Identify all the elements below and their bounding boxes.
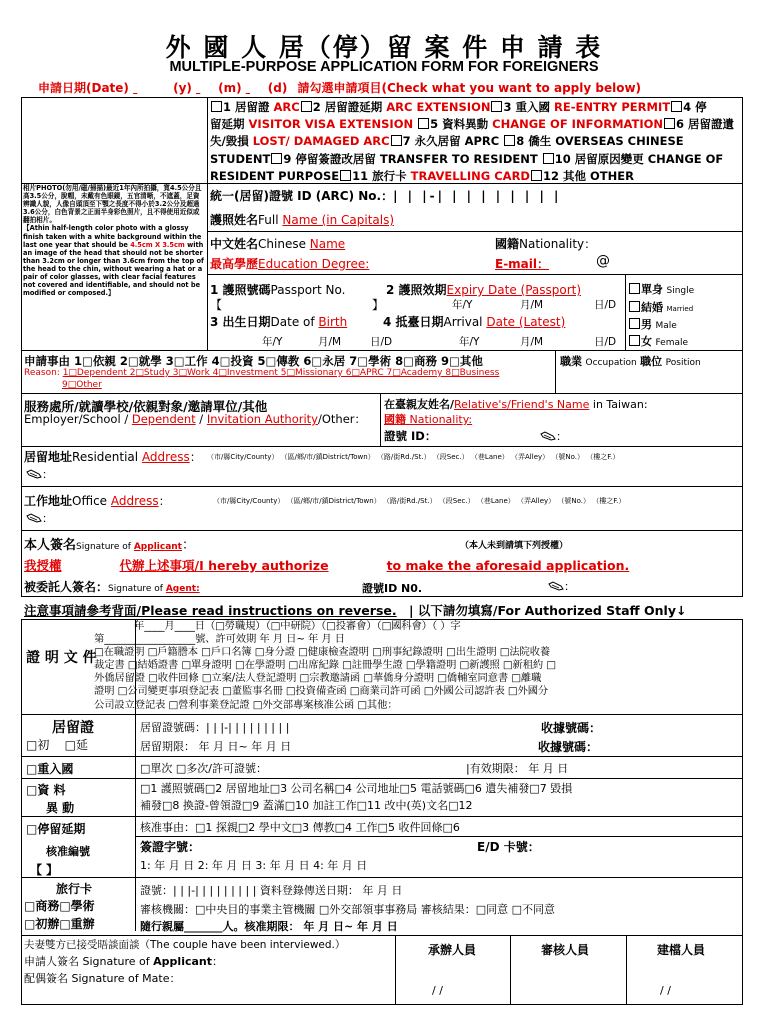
chinese-name-zh: 中文姓名 (210, 237, 259, 251)
relative-row (384, 396, 648, 412)
visa-no[interactable]: 簽證字號： (140, 840, 201, 854)
apply-overseas: 8 僑生 OVERSEAS CHINESE (516, 134, 684, 149)
apply-travel-card-zh: 11 旅行卡 (352, 168, 407, 183)
relative-id: 證號 ID： (384, 429, 437, 443)
apply-purpose-change: 10 居留原因變更 CHANGE OF (554, 151, 724, 166)
staff-dc-line2[interactable]: 補發□8 換證-曾領證□9 蓋滿□10 加註工作□11 改中(英)文名□12 (140, 799, 473, 812)
cert-label: 證 明 文 件 (26, 650, 97, 666)
passport-name-row (210, 211, 394, 228)
agent-sig-zh: 被委託人簽名： (24, 580, 109, 594)
date-d: (d) (267, 81, 288, 95)
apply-aprc-checkbox[interactable] (391, 135, 402, 146)
notice-left: 注意事項請參考背面/Please read instructions on reverse. (24, 603, 397, 618)
agent-sig-en: Agent: (165, 584, 200, 594)
employer-en-row (24, 411, 366, 427)
arrival-en-pre: Arrival (443, 315, 487, 329)
handler: 承辦人員 (428, 943, 477, 957)
employer-en-c: /Other： (317, 412, 367, 426)
res-address-parts[interactable]: （市/縣City/County） （區/鄉/市/鎮District/Town） （路/街Rd./St.） （段Sec.） （巷Lane） （弄Alley） （號No.） （樓之F.） (207, 453, 620, 461)
relative-zh: 在臺親友姓名/ (384, 398, 455, 411)
apply-arc-en: ARC (273, 100, 300, 114)
photo-size: 4.5cm X 3.5cm (130, 240, 185, 249)
apply-reentry-zh: 3 重入國 (503, 100, 550, 114)
photo-instructions (23, 184, 206, 348)
date-year-field[interactable] (133, 81, 173, 95)
education-row (210, 255, 369, 272)
res-address-label (24, 448, 202, 465)
birth-y: 年/Y (262, 336, 283, 348)
apply-items-block (210, 99, 740, 185)
apply-other-checkbox[interactable] (531, 170, 542, 181)
arc-no-label: 統一(居留)證號 ID (ARC) No.： (210, 189, 394, 203)
apply-overseas-checkbox[interactable] (504, 135, 515, 146)
date-month-field[interactable] (196, 81, 218, 95)
passport-no-row (210, 281, 345, 298)
auth-c: to make the aforesaid application. (386, 558, 630, 573)
apply-arc-ext-en: ARC EXTENSION (386, 100, 491, 114)
apply-info-change-zh: 5 資料異動 (430, 117, 489, 132)
apply-info-change-checkbox[interactable] (418, 118, 429, 129)
res-address-en-pre: Residential (72, 450, 142, 464)
apply-aprc: 7 永久居留 APRC (402, 134, 500, 149)
footer-app-sig (24, 953, 223, 969)
photo-text-en2: with an image of the head that should not be shorter than 3.2cm or longer than 3.6cm from the top of the head to the chin, without wearing a hat or a pair of color glasses, with clear facial features not covered and identifiable, and should not be modified or composed.】 (23, 240, 204, 298)
staff-arc-ext[interactable]: □延 (64, 738, 88, 752)
relative-en: Relative's/Friend's Name (454, 398, 590, 411)
staff-data-change-b: 異 動 (46, 801, 75, 815)
res-address-zh: 居留地址 (24, 450, 73, 464)
agent-signature-row (24, 578, 200, 595)
arc-no-cells[interactable]: | | |-| | | | | | | | | (393, 189, 562, 203)
staff-data-change-a[interactable]: □資 料 (26, 783, 66, 797)
ve-dates[interactable]: 1: 年 月 日 2: 年 月 日 3: 年 月 日 4: 年 月 日 (140, 859, 368, 872)
tc-id[interactable]: 證號：| | |-| | | | | | | | | 資料登錄傳送日期： 年 月 日 (140, 884, 403, 897)
staff-ve-line[interactable]: 核准事由：□1 探親□2 學中文□3 傳教□4 工作□5 收件回條□6 (140, 821, 460, 834)
off-address-parts[interactable]: （市/縣City/County） （區/鄉/市/鎮District/Town） （路/街Rd./St.） （段Sec.） （巷Lane） （弄Alley） （號No.） （樓之F.） (213, 497, 626, 505)
apply-arc-ext-checkbox[interactable] (301, 101, 312, 112)
apply-lost-zh: 6 居留證遺 (676, 117, 735, 132)
staff-arc-no[interactable]: 居留證號碼：| | |-| | | | | | | | | (140, 721, 290, 734)
occupation-zh: 職業 (560, 355, 582, 368)
email-at: @ (596, 253, 610, 269)
apply-lost-zh2: 失/毀損 (210, 134, 249, 149)
phone-icon (548, 581, 564, 591)
education-en: Education Degree: (258, 257, 370, 271)
tc-agency[interactable]: 審核機關：□中央目的事業主管機關 □外交部領事事務局 審核結果：□同意 □不同意 (140, 903, 556, 916)
apply-reentry-en: RE-ENTRY PERMIT (554, 100, 671, 114)
position-en: Position (665, 358, 701, 368)
passport-name-en-pre: Full (258, 213, 283, 227)
footer-app-sig-colon: ： (212, 955, 224, 968)
arrival-d: 日/D (594, 336, 617, 348)
tc-a[interactable]: □商務□學術 (24, 899, 95, 913)
arrival-m: 月/M (520, 336, 544, 348)
arrival-y: 年/Y (459, 336, 480, 348)
employer-en-dependent: Dependent (131, 412, 196, 426)
authorization-row (24, 556, 629, 574)
married-zh: 結婚 (641, 301, 663, 314)
phone-icon (26, 513, 42, 523)
apply-arc-ext-zh: 2 居留證延期 (312, 100, 383, 114)
receipt-no-1: 收據號碼： (541, 721, 602, 735)
apply-info-change-en: CHANGE OF INFORMATION (492, 117, 664, 132)
birth-d: 日/D (370, 336, 393, 348)
single-zh: 單身 (641, 283, 663, 296)
expiry-d: 日/D (594, 299, 617, 311)
auth-note: （本人未到請填下列授權） (460, 541, 569, 551)
cert-lines (94, 620, 742, 712)
agent-sig-en-pre: Signature of (108, 584, 166, 594)
applicant-sig-en: Applicant (133, 542, 182, 552)
auth-agent-field[interactable] (329, 558, 387, 573)
handler-date[interactable]: / / (432, 984, 443, 997)
date-m: (m) (218, 81, 242, 95)
cert-line-7[interactable]: 公司設立登記表 □營利事業登記證 □外交部專案核准公函 □其他： (94, 698, 398, 711)
apply-student: STUDENT (210, 151, 271, 166)
staff-arc-title: 居留證 (52, 720, 94, 736)
apply-visit-ext-zh: 4 停 (683, 100, 707, 114)
date-y: (y) (173, 81, 192, 95)
cert-line-2[interactable]: 第__________________號、許可效期 年 月 日~ 年 月 日 (94, 633, 345, 646)
apply-resident-purpose: RESIDENT PURPOSE (210, 168, 340, 183)
arc-no-row (210, 187, 561, 204)
staff-arc-period[interactable]: 居留期限： 年 月 日~ 年 月 日 (140, 740, 292, 753)
apply-arc-zh: 1 居留證 (223, 100, 270, 114)
reason-en-pre: Reason: (24, 368, 63, 378)
tc-title: 旅行卡 (56, 882, 93, 896)
apply-visit-ext-en: VISITOR VISA EXTENSION (248, 117, 414, 132)
reason-label: 申請事由 (24, 354, 70, 368)
employer-en-a: Employer/School / (24, 412, 132, 426)
married-option[interactable] (628, 299, 693, 315)
off-phone: ： (26, 510, 53, 526)
female-zh: 女 (641, 335, 652, 348)
chinese-name-en-pre: Chinese (258, 237, 310, 251)
apply-lost-checkbox[interactable] (664, 118, 675, 129)
off-address-en-pre: Office (72, 494, 111, 508)
nationality-row (495, 235, 596, 252)
photo-text-en1: 【Athin half-length color photo with a glossy finish taken with a white background within the last one year that should be (23, 224, 202, 249)
education-zh: 最高學歷 (210, 257, 259, 271)
apply-transfer: 9 停留簽證改居留 TRANSFER TO RESIDENT (283, 151, 538, 166)
interview-note: 夫妻雙方已接受晤談面談（The couple have been interviewed.） (24, 939, 346, 951)
cert-line-4[interactable]: 裁定書 □結婚證書 □單身證明 □在學證明 □出席紀錄 □註冊學生證 □學籍證明 □新護照 □新租約 □ (94, 659, 556, 672)
relative-nat-en: Nationality: (406, 413, 473, 426)
reason-items-zh[interactable]: 1□依親 2□就學 3□工作 4□投資 5□傳教 6□永居 7□學術 8□商務 9□其他 (74, 354, 483, 368)
reason-en-row (24, 368, 499, 378)
expiry-zh: 2 護照效期 (386, 283, 447, 297)
passport-bracket-l: 【 (210, 298, 223, 312)
chinese-name-row (210, 235, 345, 252)
male-en: Male (655, 321, 677, 331)
cert-line-1[interactable]: 年____月____日（□勞職規）（□中研院）（□投審會）（□國科會）（ ）字 (134, 620, 461, 632)
birth-en-pre: Date of (270, 315, 319, 329)
reason-other-en[interactable]: 9□Other (62, 380, 102, 390)
apply-travel-card-checkbox[interactable] (340, 170, 351, 181)
apply-travel-card-en: TRAVELLING CARD (410, 168, 530, 183)
phone-icon (26, 469, 42, 479)
cert-line-6[interactable]: 證明 □公司變更事項登記表 □董監事名冊 □投資備查函 □商業司許可函 □外國公司認許表 □外國分 (94, 685, 549, 698)
passport-no-zh: 1 護照號碼 (210, 283, 271, 297)
filer: 建檔人員 (657, 943, 706, 957)
date-line (38, 79, 641, 96)
occupation-row (560, 353, 701, 369)
footer-app-sig-en: Applicant (153, 955, 213, 968)
birth-m: 月/M (318, 336, 342, 348)
apply-visit-ext-checkbox[interactable] (671, 101, 682, 112)
female-option[interactable] (628, 333, 688, 349)
off-address-label (24, 492, 171, 509)
staff-arc-type[interactable] (26, 736, 88, 753)
approval-bracket[interactable]: 【 】 (30, 863, 59, 877)
apply-purpose-change-checkbox[interactable] (543, 153, 554, 164)
ed-card[interactable]: E/D 卡號： (477, 840, 540, 854)
position-zh: 職位 (640, 355, 663, 368)
staff-reentry-a[interactable]: □單次 □多次/許可證號： (140, 762, 267, 775)
female-en: Female (655, 338, 689, 348)
res-address-en: Address (141, 450, 190, 464)
applicant-signature-row (24, 534, 195, 553)
applicant-sig-zh: 本人簽名 (24, 538, 77, 553)
reviewer: 審核人員 (541, 943, 590, 957)
off-address-colon: ： (158, 494, 171, 508)
employer-zh: 服務處所/就讀學校/依親對象/邀請單位/其他 (24, 399, 268, 414)
single-option[interactable] (628, 281, 694, 297)
expiry-en: Expiry Date (Passport) (446, 283, 582, 297)
chinese-name-en: Name (309, 237, 346, 251)
footer-mate-sig: 配偶簽名 Signature of Mate： (24, 972, 181, 985)
res-address-colon: ： (189, 450, 202, 464)
passport-name-zh: 護照姓名 (210, 213, 259, 227)
applicant-sig-en-pre: Signature of (76, 542, 134, 552)
form-title-zh: 外 國 人 居（停）留 案 件 申 請 表 (165, 33, 603, 62)
birth-row (210, 313, 347, 330)
apply-other: 12 其他 OTHER (542, 168, 634, 183)
nationality-zh: 國籍 (495, 237, 520, 251)
receipt-no-2: 收據號碼： (538, 740, 599, 754)
staff-visit-ext[interactable]: □停留延期 (26, 822, 86, 836)
agent-phone: ： (548, 578, 575, 594)
occupation-en: Occupation (585, 358, 637, 368)
relative-phone: ： (540, 428, 567, 444)
date-day-field[interactable] (246, 81, 268, 95)
form-title-en: MULTIPLE-PURPOSE APPLICATION FORM FOR FOREIGNERS (169, 59, 599, 75)
filer-date[interactable]: / / (660, 984, 671, 997)
male-zh: 男 (641, 318, 652, 331)
expiry-m: 月/M (520, 299, 544, 311)
employer-en-b: / (195, 412, 207, 426)
reason-zh-row (24, 353, 483, 369)
expiry-y: 年/Y (452, 299, 473, 311)
cert-line-5[interactable]: 外僑居留證 □收件回條 □立案/法人登記證明 □宗教邀請函 □華僑身分證明 □僑輔室同意書 □離職 (94, 672, 542, 685)
email-label: E-mail： (495, 257, 550, 271)
res-phone: ： (26, 466, 53, 482)
birth-zh: 3 出生日期 (210, 315, 271, 329)
arrival-en: Date (Latest) (486, 315, 566, 329)
approval-no: 核准編號 (46, 845, 90, 858)
employer-en-invitation: Invitation Authority (206, 412, 318, 426)
reason-items-en[interactable]: 1□Dependent 2□Study 3□Work 4□Investment 5□Missionary 6□APRC 7□Academy 8□Business (62, 368, 500, 378)
relative-en2: in Taiwan: (589, 398, 648, 411)
birth-en: Birth (318, 315, 348, 329)
male-option[interactable] (628, 316, 677, 332)
tc-b[interactable]: □初辦□重辦 (24, 917, 95, 931)
off-address-en: Address (110, 494, 159, 508)
relative-nat-row (384, 411, 472, 427)
photo-text-zh: 相片PHOTO(勿用/磁/掃描)最近1年內所拍攝，寬4.5公分且高3.5公分，脫帽，未戴有色眼鏡，五官清晰，不遮蓋，足資辨識人貌，人像自頭頂至下顎之長度不得小於3.2公分及超過3.6公分，白色背景之正面半身彩色照片，且不得使用近似或翻拍相片。 (23, 184, 202, 225)
off-address-zh: 工作地址 (24, 494, 73, 508)
notice-row (24, 601, 686, 619)
apply-reentry-checkbox[interactable] (491, 101, 502, 112)
arrival-zh: 4 抵臺日期 (383, 315, 444, 329)
apply-lost-en: LOST/ DAMAGED ARC (252, 134, 390, 149)
agent-id: 證號ID N0. (362, 582, 423, 595)
staff-reentry[interactable]: □重入國 (26, 762, 74, 776)
footer-app-sig-zh: 申請人簽名 Signature of (24, 955, 154, 968)
married-en: Married (666, 305, 694, 313)
date-label: 申請日期(Date) (38, 81, 129, 95)
apply-visit-ext-zh2: 留延期 (210, 117, 245, 132)
passport-name-en: Name (in Capitals) (282, 213, 395, 227)
phone-icon (540, 431, 556, 441)
staff-reentry-b[interactable]: |有效期限： 年 月 日 (466, 762, 569, 775)
apply-transfer-checkbox[interactable] (271, 153, 282, 164)
auth-a: 我授權 (24, 558, 62, 573)
staff-arc-first[interactable]: □初 (26, 738, 50, 752)
apply-arc-checkbox[interactable] (211, 101, 222, 112)
relative-nat-zh: 國籍 (384, 413, 406, 426)
expiry-row (386, 281, 581, 298)
passport-bracket-r: 】 (372, 298, 385, 312)
nationality-en: Nationality： (519, 237, 597, 251)
tc-period[interactable]: 隨行親屬_______人。核准期限： 年 月 日~ 年 月 日 (140, 920, 398, 933)
auth-name-field[interactable] (62, 558, 120, 573)
passport-no-en: Passport No. (270, 283, 346, 297)
check-instruction: 請勾選申請項目(Check what you want to apply below) (297, 81, 642, 95)
notice-right: | 以下請勿填寫/For Authorized Staff Only↓ (408, 603, 687, 618)
auth-b: 代辦上述事項/I hereby authorize (119, 558, 329, 573)
cert-line-3[interactable]: □在職證明 □戶籍謄本 □戶口名簿 □身分證 □健康檢查證明 □刑事紀錄證明 □出生證明 □法院收養 (94, 646, 551, 659)
single-en: Single (666, 286, 695, 296)
staff-dc-line1[interactable]: □1 護照號碼□2 居留地址□3 公司名稱□4 公司地址□5 電話號碼□6 遺失補發□7 毀損 (140, 782, 573, 795)
applicant-sig-colon: ： (181, 538, 195, 553)
arrival-row (383, 313, 565, 330)
